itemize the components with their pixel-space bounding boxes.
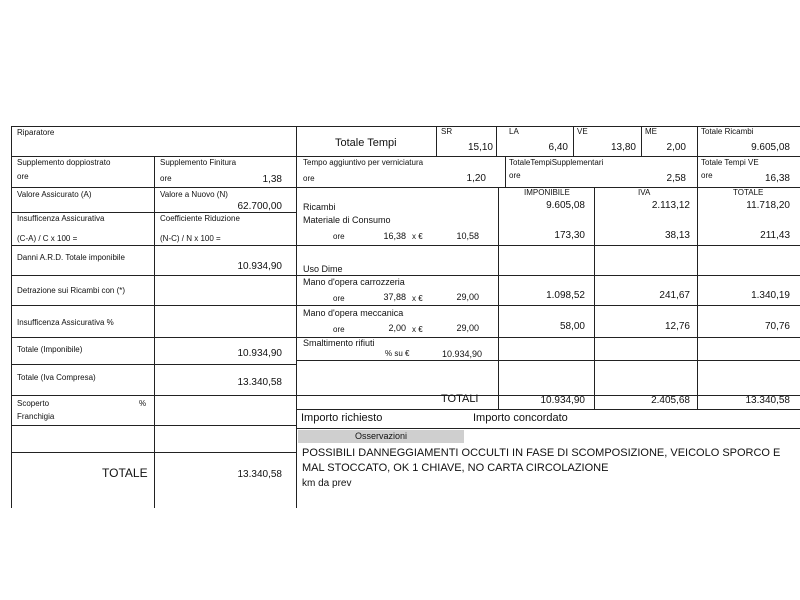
osservazioni-line-3: km da prev [302,478,352,489]
la-value: 6,40 [548,142,568,153]
rule [594,187,595,409]
tempi-supp-value: 2,58 [666,173,686,184]
meccanica-totale: 70,76 [764,321,790,332]
meccanica-imponibile: 58,00 [559,321,585,332]
danni-ard-value: 10.934,90 [237,261,282,272]
rule [11,337,800,338]
importo-richiesto-label: Importo richiesto [301,412,383,424]
totale-tempi-ve-value: 16,38 [764,173,790,184]
totale-tempi-ve-label: Totale Tempi VE [701,158,759,167]
materiale-iva: 38,13 [664,230,690,241]
me-value: 2,00 [666,142,686,153]
rule [436,126,437,157]
scoperto-pct: % [139,399,147,408]
totale-imponibile-label: Totale (Imponibile) [17,345,83,354]
header-imponibile: IMPONIBILE [524,188,570,197]
danni-ard-label: Danni A.R.D. Totale imponibile [17,253,125,262]
coeff-riduzione-label: Coefficiente Riduzione [160,214,240,223]
totale-value: 13.340,58 [237,469,282,480]
osservazioni-line-1: POSSIBILI DANNEGGIAMENTI OCCULTI IN FASE DI SCOMPOSIZIONE, VEICOLO SPORCO E [302,447,781,459]
me-label: ME [645,127,657,136]
insuff-assic-formula: (C-A) / C x 100 = [17,234,78,243]
carrozzeria-rate: 29,00 [456,292,479,302]
tempi-supp-unit: ore [509,171,521,180]
rule [496,126,497,157]
totale-tempi-ve-unit: ore [701,171,713,180]
header-totale: TOTALE [733,188,764,197]
la-label: LA [509,127,519,136]
rule [297,360,800,361]
totale-tempi-label: Totale Tempi [335,137,397,149]
totali-imponibile: 10.934,90 [540,395,585,406]
totale-ricambi-value: 9.605,08 [751,142,790,153]
rule-top [11,126,800,127]
meccanica-label: Mano d'opera meccanica [303,308,404,318]
totale-imponibile-value: 10.934,90 [237,348,282,359]
detrazione-label: Detrazione sui Ricambi con (*) [17,286,126,295]
totali-totale: 13.340,58 [745,395,790,406]
tempi-supp-label: TotaleTempiSupplementari [509,158,604,167]
materiale-ore-label: ore [333,232,345,241]
insuff-pct-label: Insufficenza Assicurativa % [17,318,114,327]
uso-dime-label: Uso Dime [303,264,343,274]
valore-nuovo-value: 62.700,00 [237,201,282,212]
tempo-verniciatura-label: Tempo aggiuntivo per verniciatura [303,158,424,167]
coeff-riduzione-formula: (N-C) / N x 100 = [160,234,221,243]
materiale-totale: 211,43 [760,230,790,241]
tempo-verniciatura-unit: ore [303,174,315,183]
totali-label: TOTALI [441,393,479,405]
rule [11,156,800,157]
totali-iva: 2.405,68 [651,395,690,406]
rule [573,126,574,157]
header-iva: IVA [638,188,651,197]
materiale-label: Materiale di Consumo [303,215,391,225]
ricambi-imponibile: 9.605,08 [546,200,585,211]
importo-concordato-label: Importo concordato [473,412,568,424]
smaltimento-base: 10.934,90 [441,349,482,359]
rule [296,126,297,508]
rule [697,187,698,409]
supp-doppiostrato-unit: ore [17,172,29,181]
ve-value: 13,80 [610,142,636,153]
carrozzeria-x: x € [412,294,423,303]
materiale-ore: 16,38 [383,231,406,241]
osservazioni-header: Osservazioni [354,431,408,441]
carrozzeria-imponibile: 1.098,52 [546,290,585,301]
rule [697,126,698,187]
carrozzeria-label: Mano d'opera carrozzeria [303,277,405,287]
rule [11,275,800,276]
insuff-assic-label: Insufficenza Assicurativa [17,214,105,223]
valore-assicurato-label: Valore Assicurato (A) [17,190,92,199]
osservazioni-line-2: MAL STOCCATO, OK 1 CHIAVE, NO CARTA CIRCOLAZIONE [302,462,609,474]
meccanica-rate: 29,00 [456,323,479,333]
sr-label: SR [441,127,453,136]
rule [641,126,642,157]
rule [297,428,800,429]
carrozzeria-ore-label: ore [333,294,345,303]
sr-value: 15,10 [467,142,493,153]
riparatore-label: Riparatore [17,128,55,137]
rule [154,156,155,508]
materiale-x: x € [412,232,423,241]
franchigia-label: Franchigia [17,412,55,421]
scoperto-label: Scoperto [17,399,50,408]
valore-nuovo-label: Valore a Nuovo (N) [160,190,228,199]
materiale-rate: 10,58 [456,231,479,241]
carrozzeria-iva: 241,67 [659,290,690,301]
tempo-verniciatura-value: 1,20 [466,173,486,184]
totale-iva-value: 13.340,58 [237,377,282,388]
rule [11,187,800,188]
totale-label: TOTALE [102,466,148,480]
rule [11,126,12,508]
ve-label: VE [577,127,588,136]
ricambi-totale: 11.718,20 [746,200,790,211]
smaltimento-pct: % su € [385,349,410,358]
rule [11,245,800,246]
carrozzeria-ore: 37,88 [383,292,406,302]
meccanica-ore: 2,00 [388,323,406,333]
rule [11,305,800,306]
carrozzeria-totale: 1.340,19 [751,290,790,301]
meccanica-ore-label: ore [333,325,345,334]
ricambi-iva: 2.113,12 [651,200,690,211]
rule [505,156,506,187]
rule [297,409,800,410]
smaltimento-label: Smaltimento rifiuti [303,338,375,348]
ricambi-label: Ricambi [303,202,336,212]
supp-doppiostrato-label: Supplemento doppiostrato [17,158,111,167]
meccanica-iva: 12,76 [664,321,690,332]
supp-finitura-value: 1,38 [262,174,282,185]
supp-finitura-unit: ore [160,174,172,183]
meccanica-x: x € [412,325,423,334]
totale-iva-label: Totale (Iva Compresa) [17,373,96,382]
materiale-imponibile: 173,30 [554,230,585,241]
totale-ricambi-label: Totale Ricambi [701,127,754,136]
supp-finitura-label: Supplemento Finitura [160,158,237,167]
rule [498,187,499,409]
